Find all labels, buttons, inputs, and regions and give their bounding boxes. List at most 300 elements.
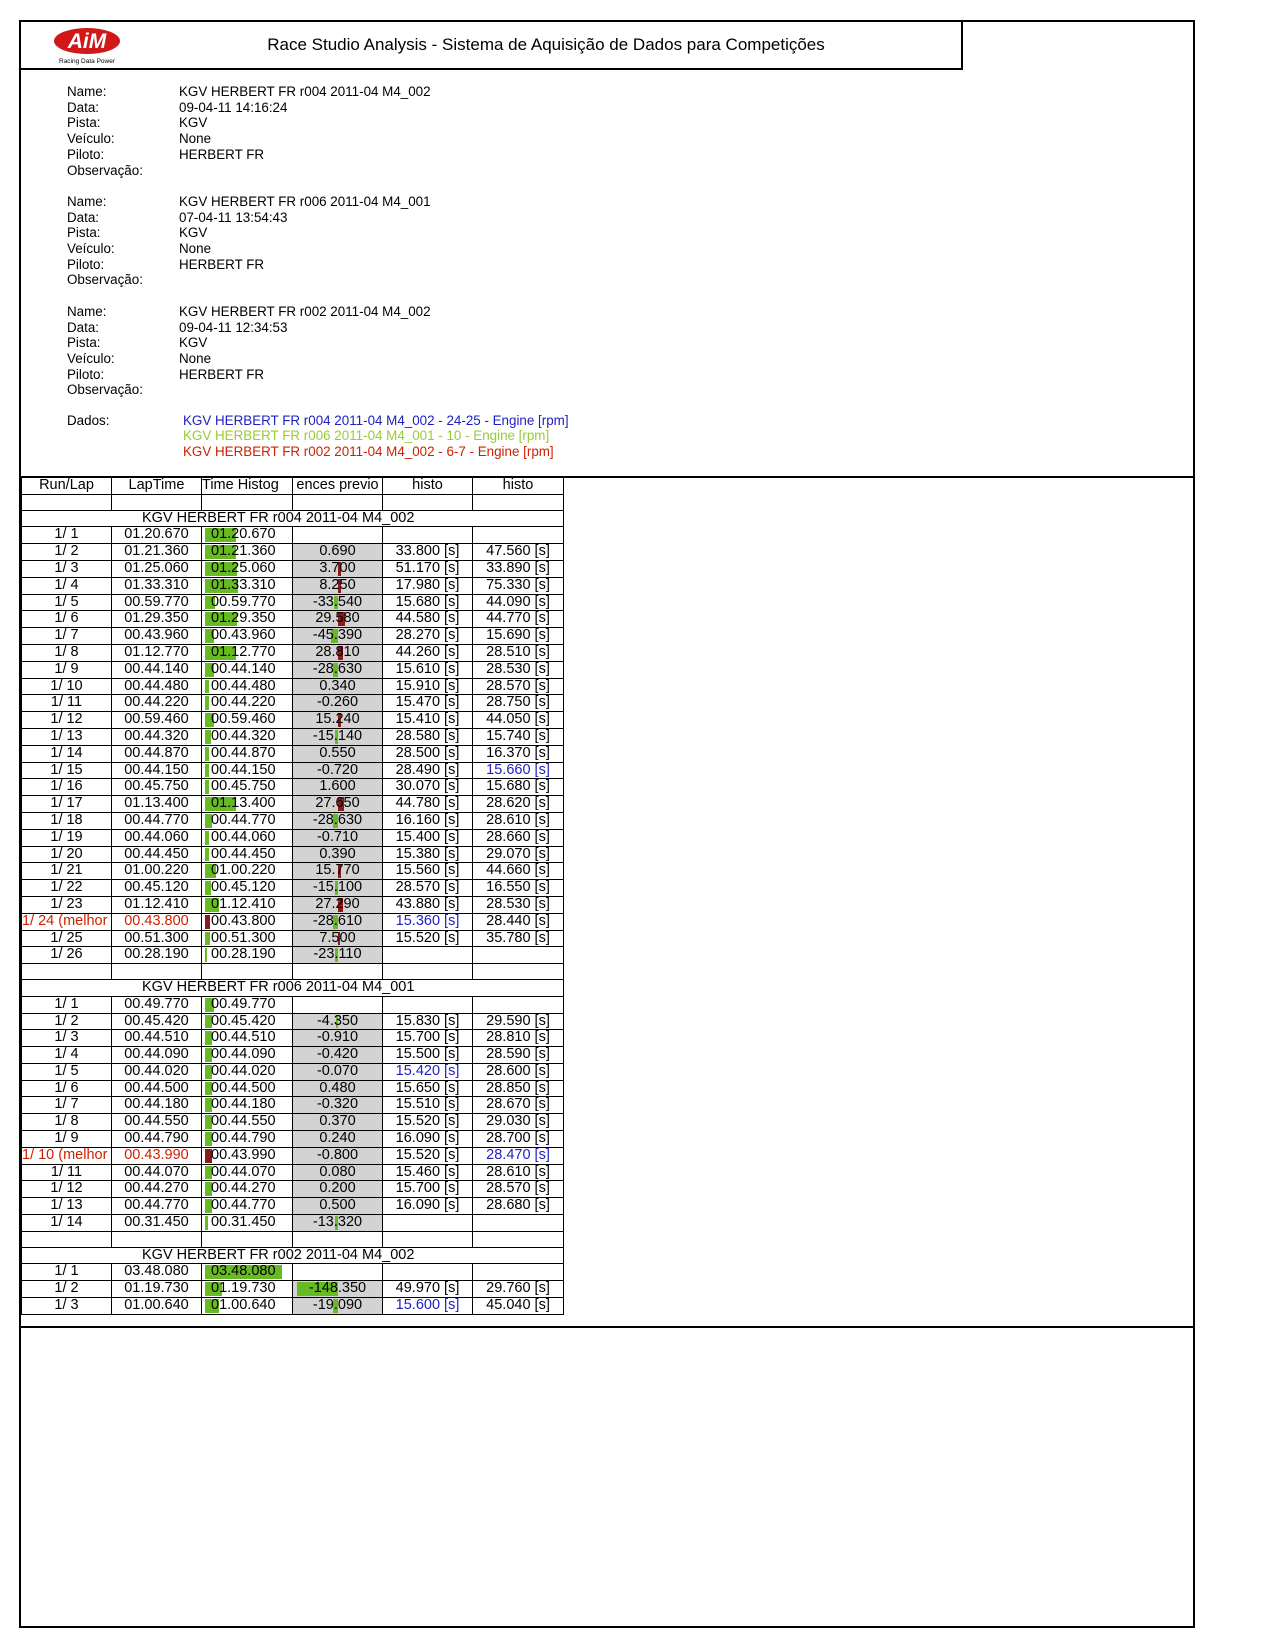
difference-value: 0.240 bbox=[319, 1130, 356, 1147]
histogram-value: 00.45.120 bbox=[211, 879, 276, 896]
difference-value: -0.800 bbox=[316, 1147, 359, 1163]
histo-cell: 44.260 [s] bbox=[383, 644, 473, 661]
lap-cell: 1/ 21 bbox=[22, 863, 112, 880]
empty-cell bbox=[473, 964, 564, 980]
empty-cell bbox=[22, 964, 112, 980]
histo-cell: 44.580 [s] bbox=[383, 611, 473, 628]
histogram-value: 00.51.300 bbox=[211, 930, 276, 946]
histo-cell: 28.660 [s] bbox=[473, 829, 564, 846]
histo-cell: 28.490 [s] bbox=[383, 762, 473, 779]
laptime-cell: 01.33.310 bbox=[112, 577, 202, 594]
histo-cell: 28.750 [s] bbox=[473, 695, 564, 712]
difference-cell bbox=[293, 1298, 383, 1315]
histo-cell: 30.070 [s] bbox=[383, 779, 473, 796]
laptime-cell: 00.43.800 bbox=[112, 913, 202, 930]
info-row bbox=[67, 382, 569, 398]
table-row bbox=[22, 913, 564, 930]
difference-cell bbox=[293, 863, 383, 880]
laptime-cell: 00.44.070 bbox=[112, 1164, 202, 1181]
time-histogram-cell bbox=[202, 1198, 293, 1215]
svg-text:AiM: AiM bbox=[67, 30, 107, 53]
histogram-value: 00.43.960 bbox=[211, 627, 276, 644]
laptime-cell: 01.00.220 bbox=[112, 863, 202, 880]
lap-cell: 1/ 3 bbox=[22, 560, 112, 577]
info-label: Pista: bbox=[67, 225, 101, 241]
histo-cell: 49.970 [s] bbox=[383, 1281, 473, 1298]
histogram-value: 00.44.090 bbox=[211, 1046, 276, 1063]
histo-cell: 44.090 [s] bbox=[473, 594, 564, 611]
laptime-cell: 00.44.220 bbox=[112, 695, 202, 712]
difference-cell bbox=[293, 829, 383, 846]
lap-cell: 1/ 5 bbox=[22, 1063, 112, 1080]
table-row bbox=[22, 812, 564, 829]
histogram-value: 01.00.220 bbox=[211, 862, 276, 879]
histo-cell: 15.500 [s] bbox=[383, 1047, 473, 1064]
time-histogram-cell bbox=[202, 594, 293, 611]
histo-cell: 44.780 [s] bbox=[383, 796, 473, 813]
lap-cell: 1/ 7 bbox=[22, 1097, 112, 1114]
time-histogram-cell bbox=[202, 661, 293, 678]
difference-value: -0.260 bbox=[316, 694, 359, 711]
laptime-cell: 00.44.770 bbox=[112, 812, 202, 829]
lap-cell: 1/ 3 bbox=[22, 1298, 112, 1315]
report-header bbox=[21, 22, 963, 70]
info-label: Piloto: bbox=[67, 366, 105, 382]
lap-cell: 1/ 5 bbox=[22, 594, 112, 611]
info-row bbox=[67, 335, 569, 351]
empty-cell bbox=[202, 494, 293, 510]
laptime-cell: 00.59.770 bbox=[112, 594, 202, 611]
difference-value: 0.550 bbox=[319, 745, 356, 761]
histo-cell bbox=[473, 1215, 564, 1232]
difference-cell bbox=[293, 796, 383, 813]
empty-cell bbox=[293, 964, 383, 980]
time-histogram-cell bbox=[202, 1298, 293, 1315]
histo-cell: 16.160 [s] bbox=[383, 812, 473, 829]
histogram-value: 01.13.400 bbox=[211, 795, 276, 812]
difference-value: -0.910 bbox=[316, 1029, 359, 1046]
difference-cell bbox=[293, 577, 383, 594]
difference-value: -28.610 bbox=[312, 913, 363, 929]
difference-value: -45.390 bbox=[312, 627, 363, 644]
difference-cell bbox=[293, 896, 383, 913]
difference-cell bbox=[293, 1215, 383, 1232]
laptime-cell: 01.21.360 bbox=[112, 544, 202, 561]
laptime-cell: 00.44.510 bbox=[112, 1030, 202, 1047]
laptime-cell: 00.45.750 bbox=[112, 779, 202, 796]
histogram-value: 01.25.060 bbox=[211, 560, 276, 576]
info-value: 09-04-11 14:16:24 bbox=[179, 99, 288, 115]
histogram-value: 00.44.140 bbox=[211, 661, 276, 677]
difference-cell bbox=[293, 745, 383, 762]
table-row bbox=[22, 863, 564, 880]
histo-cell: 15.700 [s] bbox=[383, 1181, 473, 1198]
table-row bbox=[22, 896, 564, 913]
dados-lines bbox=[183, 413, 569, 460]
histogram-value: 00.44.790 bbox=[211, 1130, 276, 1147]
histo-cell: 28.700 [s] bbox=[473, 1131, 564, 1148]
difference-cell bbox=[293, 1281, 383, 1298]
histogram-value: 00.44.070 bbox=[211, 1164, 276, 1180]
info-row bbox=[67, 194, 569, 210]
table-row bbox=[22, 846, 564, 863]
time-histogram-cell bbox=[202, 996, 293, 1013]
difference-cell bbox=[293, 947, 383, 964]
histo-cell: 28.810 [s] bbox=[473, 1030, 564, 1047]
histo-cell: 44.660 [s] bbox=[473, 863, 564, 880]
histo-cell: 44.770 [s] bbox=[473, 611, 564, 628]
histo-cell: 47.560 [s] bbox=[473, 544, 564, 561]
laptime-cell: 00.44.270 bbox=[112, 1181, 202, 1198]
difference-value: -15.100 bbox=[312, 879, 363, 896]
difference-value: -0.320 bbox=[316, 1096, 359, 1113]
time-histogram-cell bbox=[202, 695, 293, 712]
histogram-value: 01.19.730 bbox=[211, 1280, 276, 1297]
histogram-value: 00.44.770 bbox=[211, 1197, 276, 1214]
table-row bbox=[22, 829, 564, 846]
time-histogram-cell bbox=[202, 628, 293, 645]
laptime-cell: 00.44.090 bbox=[112, 1047, 202, 1064]
table-row bbox=[22, 1198, 564, 1215]
histo-cell: 15.830 [s] bbox=[383, 1013, 473, 1030]
difference-cell bbox=[293, 527, 383, 544]
dados-line: KGV HERBERT FR r002 2011-04 M4_002 - 6-7 - Engine [rpm] bbox=[183, 444, 554, 460]
column-header: histo bbox=[383, 478, 473, 495]
histogram-value: 00.44.150 bbox=[211, 762, 276, 778]
dados-label: Dados: bbox=[67, 412, 110, 428]
time-histogram-cell bbox=[202, 829, 293, 846]
histo-cell: 15.510 [s] bbox=[383, 1097, 473, 1114]
lap-cell: 1/ 1 bbox=[22, 527, 112, 544]
histogram-value: 00.44.180 bbox=[211, 1096, 276, 1113]
lap-cell: 1/ 26 bbox=[22, 947, 112, 964]
time-histogram-cell bbox=[202, 812, 293, 829]
difference-value: 29.580 bbox=[315, 610, 360, 627]
divider bbox=[21, 1326, 1193, 1328]
info-value: KGV HERBERT FR r004 2011-04 M4_002 bbox=[179, 84, 431, 99]
lap-cell: 1/ 10 bbox=[22, 678, 112, 695]
empty-cell bbox=[383, 494, 473, 510]
histo-cell bbox=[473, 996, 564, 1013]
time-histogram-cell bbox=[202, 544, 293, 561]
histo-cell: 15.610 [s] bbox=[383, 661, 473, 678]
empty-cell bbox=[383, 1231, 473, 1247]
histo-cell: 28.850 [s] bbox=[473, 1080, 564, 1097]
histo-cell: 29.070 [s] bbox=[473, 846, 564, 863]
difference-value: 27.650 bbox=[315, 795, 360, 812]
laptime-cell: 01.19.730 bbox=[112, 1281, 202, 1298]
time-histogram-cell bbox=[202, 678, 293, 695]
section-title-row bbox=[22, 979, 564, 996]
difference-cell bbox=[293, 1013, 383, 1030]
table-row bbox=[22, 779, 564, 796]
info-value: None bbox=[179, 241, 212, 257]
histogram-value: 00.44.220 bbox=[211, 694, 276, 711]
difference-cell bbox=[293, 611, 383, 628]
lap-cell: 1/ 2 bbox=[22, 1281, 112, 1298]
histo-cell: 15.680 [s] bbox=[473, 779, 564, 796]
difference-value: -0.720 bbox=[316, 762, 359, 778]
section-title: KGV HERBERT FR r006 2011-04 M4_001 bbox=[22, 979, 564, 996]
histo-cell: 16.090 [s] bbox=[383, 1131, 473, 1148]
table-row bbox=[22, 644, 564, 661]
difference-cell bbox=[293, 728, 383, 745]
column-header: LapTime bbox=[112, 478, 202, 495]
table-row bbox=[22, 1281, 564, 1298]
info-row bbox=[67, 367, 569, 383]
lap-cell: 1/ 25 bbox=[22, 930, 112, 947]
lap-cell: 1/ 17 bbox=[22, 796, 112, 813]
histogram-value: 00.44.510 bbox=[211, 1029, 276, 1046]
difference-cell bbox=[293, 913, 383, 930]
histogram-value: 01.21.360 bbox=[211, 543, 276, 560]
laptime-cell: 00.44.770 bbox=[112, 1198, 202, 1215]
lap-cell: 1/ 20 bbox=[22, 846, 112, 863]
lap-cell: 1/ 9 bbox=[22, 1131, 112, 1148]
info-label: Data: bbox=[67, 99, 100, 115]
histo-cell bbox=[473, 1264, 564, 1281]
histo-cell: 44.050 [s] bbox=[473, 712, 564, 729]
lap-cell: 1/ 14 bbox=[22, 1215, 112, 1232]
lap-cell: 1/ 19 bbox=[22, 829, 112, 846]
time-histogram-cell bbox=[202, 947, 293, 964]
laptime-cell: 00.44.450 bbox=[112, 846, 202, 863]
difference-value: 27.290 bbox=[315, 896, 360, 912]
table-row bbox=[22, 1030, 564, 1047]
info-value: KGV HERBERT FR r006 2011-04 M4_001 bbox=[179, 193, 431, 209]
difference-value: -0.710 bbox=[316, 829, 359, 845]
difference-value: 8.250 bbox=[319, 577, 356, 593]
histo-cell: 28.500 [s] bbox=[383, 745, 473, 762]
laptime-cell: 00.43.990 bbox=[112, 1147, 202, 1164]
difference-value: -28.630 bbox=[312, 661, 363, 677]
difference-value: 0.690 bbox=[319, 543, 356, 560]
table-row bbox=[22, 728, 564, 745]
histogram-value: 00.44.060 bbox=[211, 829, 276, 845]
histogram-value: 00.44.020 bbox=[211, 1063, 276, 1079]
lap-cell: 1/ 11 bbox=[22, 695, 112, 712]
lap-cell: 1/ 8 bbox=[22, 644, 112, 661]
info-row bbox=[67, 257, 569, 273]
column-header: Time Histog bbox=[202, 478, 293, 495]
difference-value: -4.350 bbox=[316, 1013, 359, 1029]
histo-cell: 16.090 [s] bbox=[383, 1198, 473, 1215]
difference-cell bbox=[293, 1114, 383, 1131]
histogram-value: 00.44.770 bbox=[211, 812, 276, 828]
lap-table bbox=[21, 477, 564, 1315]
difference-cell bbox=[293, 594, 383, 611]
difference-cell bbox=[293, 1264, 383, 1281]
time-histogram-cell bbox=[202, 1013, 293, 1030]
info-label: Veículo: bbox=[67, 241, 115, 257]
difference-cell bbox=[293, 1164, 383, 1181]
difference-value: -148.350 bbox=[308, 1280, 367, 1297]
histo-cell: 15.420 [s] bbox=[383, 1063, 473, 1080]
session-info bbox=[67, 84, 569, 178]
table-row bbox=[22, 1164, 564, 1181]
difference-value: -33.540 bbox=[312, 594, 363, 610]
lap-cell: 1/ 3 bbox=[22, 1030, 112, 1047]
empty-cell bbox=[293, 494, 383, 510]
info-value: 07-04-11 13:54:43 bbox=[179, 209, 288, 225]
info-label: Observação: bbox=[67, 272, 143, 288]
difference-cell bbox=[293, 560, 383, 577]
difference-cell bbox=[293, 846, 383, 863]
histo-cell: 15.700 [s] bbox=[383, 1030, 473, 1047]
laptime-cell: 00.44.870 bbox=[112, 745, 202, 762]
difference-cell bbox=[293, 712, 383, 729]
difference-cell bbox=[293, 930, 383, 947]
empty-cell bbox=[293, 1231, 383, 1247]
difference-value: 15.770 bbox=[315, 862, 360, 879]
info-value: None bbox=[179, 131, 212, 147]
histo-cell: 28.440 [s] bbox=[473, 913, 564, 930]
time-histogram-cell bbox=[202, 846, 293, 863]
histo-cell: 15.650 [s] bbox=[383, 1080, 473, 1097]
histo-cell: 28.470 [s] bbox=[473, 1147, 564, 1164]
difference-value: 15.240 bbox=[315, 711, 360, 728]
time-histogram-cell bbox=[202, 560, 293, 577]
column-header: histo bbox=[473, 478, 564, 495]
column-header: Run/Lap bbox=[22, 478, 112, 495]
laptime-cell: 00.59.460 bbox=[112, 712, 202, 729]
histogram-value: 00.44.450 bbox=[211, 846, 276, 862]
info-label: Name: bbox=[67, 303, 107, 319]
histo-cell: 15.470 [s] bbox=[383, 695, 473, 712]
histo-cell: 15.520 [s] bbox=[383, 930, 473, 947]
laptime-cell: 00.49.770 bbox=[112, 996, 202, 1013]
difference-value: -15.140 bbox=[312, 728, 363, 744]
info-row bbox=[67, 225, 569, 241]
session-info-block bbox=[67, 84, 569, 460]
histo-cell bbox=[473, 527, 564, 544]
table-row bbox=[22, 1013, 564, 1030]
laptime-cell: 00.44.550 bbox=[112, 1114, 202, 1131]
time-histogram-cell bbox=[202, 1181, 293, 1198]
histogram-value: 01.20.670 bbox=[211, 526, 276, 543]
difference-cell bbox=[293, 1198, 383, 1215]
difference-cell bbox=[293, 779, 383, 796]
histo-cell: 15.660 [s] bbox=[473, 762, 564, 779]
lap-cell: 1/ 16 bbox=[22, 779, 112, 796]
lap-cell: 1/ 1 bbox=[22, 1264, 112, 1281]
info-label: Observação: bbox=[67, 382, 143, 398]
difference-value: -19.090 bbox=[312, 1297, 363, 1314]
lap-cell: 1/ 10 (melhor bbox=[22, 1147, 112, 1164]
histogram-value: 00.44.870 bbox=[211, 745, 276, 761]
info-row bbox=[67, 241, 569, 257]
time-histogram-cell bbox=[202, 796, 293, 813]
histo-cell: 15.910 [s] bbox=[383, 678, 473, 695]
info-value: KGV bbox=[179, 225, 208, 241]
empty-cell bbox=[202, 1231, 293, 1247]
table-row bbox=[22, 678, 564, 695]
histo-cell: 28.600 [s] bbox=[473, 1063, 564, 1080]
histo-cell: 15.520 [s] bbox=[383, 1147, 473, 1164]
difference-value: 0.500 bbox=[319, 1197, 356, 1214]
table-row bbox=[22, 762, 564, 779]
time-histogram-cell bbox=[202, 745, 293, 762]
histo-cell: 33.890 [s] bbox=[473, 560, 564, 577]
laptime-cell: 01.13.400 bbox=[112, 796, 202, 813]
time-histogram-cell bbox=[202, 1030, 293, 1047]
laptime-cell: 00.44.060 bbox=[112, 829, 202, 846]
histogram-value: 01.29.350 bbox=[211, 610, 276, 627]
difference-cell bbox=[293, 1147, 383, 1164]
info-row bbox=[67, 84, 569, 100]
info-row bbox=[67, 163, 569, 179]
time-histogram-cell bbox=[202, 1215, 293, 1232]
time-histogram-cell bbox=[202, 1047, 293, 1064]
session-info bbox=[67, 304, 569, 398]
info-label: Veículo: bbox=[67, 131, 115, 147]
lap-cell: 1/ 11 bbox=[22, 1164, 112, 1181]
histo-cell: 28.580 [s] bbox=[383, 728, 473, 745]
histo-cell: 28.570 [s] bbox=[383, 880, 473, 897]
time-histogram-cell bbox=[202, 728, 293, 745]
laptime-cell: 00.51.300 bbox=[112, 930, 202, 947]
histo-cell: 28.270 [s] bbox=[383, 628, 473, 645]
histo-cell: 16.550 [s] bbox=[473, 880, 564, 897]
histo-cell bbox=[383, 996, 473, 1013]
table-row bbox=[22, 796, 564, 813]
time-histogram-cell bbox=[202, 577, 293, 594]
lap-cell: 1/ 18 bbox=[22, 812, 112, 829]
info-value: None bbox=[179, 350, 212, 366]
laptime-cell: 00.44.320 bbox=[112, 728, 202, 745]
laptime-cell: 00.44.790 bbox=[112, 1131, 202, 1148]
empty-row bbox=[22, 494, 564, 510]
histo-cell: 17.980 [s] bbox=[383, 577, 473, 594]
difference-cell bbox=[293, 1047, 383, 1064]
report-title: Race Studio Analysis - Sistema de Aquisição de Dados para Competições bbox=[267, 35, 825, 54]
difference-value: 0.080 bbox=[319, 1164, 356, 1180]
empty-cell bbox=[383, 964, 473, 980]
laptime-cell: 00.44.500 bbox=[112, 1080, 202, 1097]
info-label: Observação: bbox=[67, 162, 143, 178]
histo-cell bbox=[383, 527, 473, 544]
table-row bbox=[22, 594, 564, 611]
lap-cell: 1/ 6 bbox=[22, 1080, 112, 1097]
histo-cell: 15.410 [s] bbox=[383, 712, 473, 729]
histo-cell: 75.330 [s] bbox=[473, 577, 564, 594]
difference-value: 0.200 bbox=[319, 1180, 356, 1197]
laptime-cell: 01.29.350 bbox=[112, 611, 202, 628]
histogram-value: 01.12.410 bbox=[211, 896, 276, 912]
difference-cell bbox=[293, 544, 383, 561]
laptime-cell: 00.31.450 bbox=[112, 1215, 202, 1232]
histo-cell: 28.530 [s] bbox=[473, 896, 564, 913]
session-info bbox=[67, 194, 569, 288]
table-row bbox=[22, 695, 564, 712]
table-row bbox=[22, 947, 564, 964]
lap-cell: 1/ 14 bbox=[22, 745, 112, 762]
histo-cell bbox=[383, 1215, 473, 1232]
difference-cell bbox=[293, 695, 383, 712]
histogram-value: 00.43.800 bbox=[211, 913, 276, 929]
histo-cell bbox=[383, 1264, 473, 1281]
histo-cell: 28.510 [s] bbox=[473, 644, 564, 661]
laptime-cell: 00.43.960 bbox=[112, 628, 202, 645]
histogram-value: 00.59.460 bbox=[211, 711, 276, 728]
empty-cell bbox=[473, 494, 564, 510]
info-value: 09-04-11 12:34:53 bbox=[179, 319, 288, 335]
dados-line: KGV HERBERT FR r006 2011-04 M4_001 - 10 - Engine [rpm] bbox=[183, 428, 550, 444]
histo-cell: 29.030 [s] bbox=[473, 1114, 564, 1131]
histo-cell: 15.360 [s] bbox=[383, 913, 473, 930]
histogram-value: 00.44.270 bbox=[211, 1180, 276, 1197]
histo-cell: 28.530 [s] bbox=[473, 661, 564, 678]
